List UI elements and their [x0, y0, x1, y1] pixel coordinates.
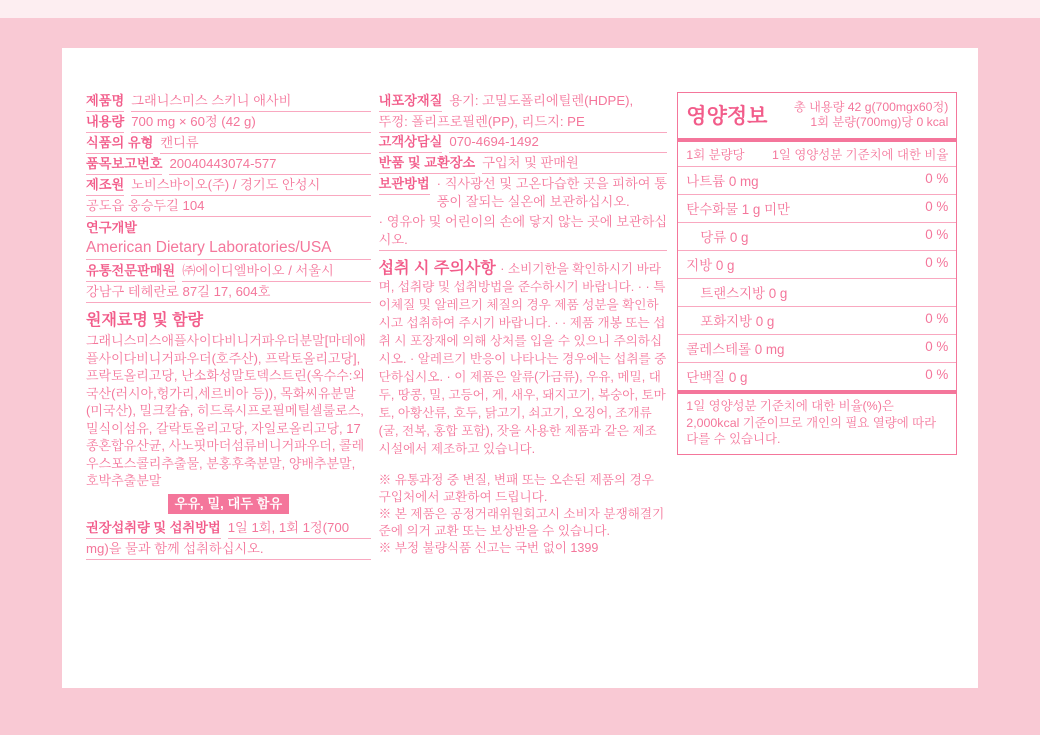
ingredients-label: 원재료명 및 함량 [86, 312, 204, 329]
distributor-value: ㈜에이디엘바이오 / 서울시 [182, 262, 370, 282]
storage-label: 보관방법 [379, 175, 430, 195]
nutrition-row-sodium [678, 167, 956, 195]
dosage-row [86, 519, 371, 539]
nutrition-row-saturated-fat [678, 307, 956, 335]
report-number-row [86, 155, 371, 175]
nutrient-percent: 0 % [925, 199, 949, 214]
nutrition-row-cholesterol [678, 335, 956, 363]
packaging-info-column [371, 92, 668, 652]
return-exchange-label: 반품 및 교환장소 [379, 154, 476, 174]
allergen-badge: 우유, 밀, 대두 함유 [168, 494, 290, 514]
nutrition-row-carbohydrate [678, 195, 956, 223]
storage-line2: · 영유아 및 어린이의 손에 닿지 않는 곳에 보관하십시오. [379, 213, 668, 251]
nutrient-name: 지방 0 g [686, 258, 735, 273]
distributor-row [86, 262, 371, 282]
food-type-value: 캔디류 [160, 134, 370, 154]
nutrient-name: 당류 0 g [700, 230, 749, 245]
nutrient-name: 나트륨 0 mg [686, 174, 759, 189]
product-name-value: 그래니스미스 스키니 애사비 [131, 92, 370, 112]
nutrition-title: 영양정보 [686, 105, 768, 128]
manufacturer-row [86, 176, 371, 196]
nutrient-percent: 0 % [925, 339, 949, 354]
manufacturer-label: 제조원 [86, 176, 124, 196]
label-columns [86, 92, 958, 652]
nutrition-header [678, 93, 956, 142]
ingredients-text: 그래니스미스애플사이다비니거파우더분말[마데애플사이다비니거파우더(호주산), 프락토올리고당], 프락토올리고당, 난소화성말토덱스트린(옥수수:외국산(러시아,헝가리,세르비아 등)), 목화씨유분말(미국산), 밀크칼슘, 히드록시프로필메틸셀룰로스, 밀식이섬유, 갈락토올리고당, 자일로올리고당, 17종혼합유산균, 사노핏마더섬류비니거파우더, 콜레우스포스콜리추출물, 분홍후축분말, 양배추분말, 호박추출분말 [86, 333, 366, 488]
caution-label: 섭취 시 주의사항 [378, 260, 496, 277]
nutrient-name: 콜레스테롤 0 mg [686, 342, 785, 357]
notes-block [379, 472, 668, 557]
nutrition-row-fat [678, 251, 956, 279]
return-exchange-value: 구입처 및 판매원 [482, 154, 667, 174]
nutrition-subheader-left: 1회 분량당 [686, 148, 745, 162]
food-type-row [86, 134, 371, 154]
food-type-label: 식품의 유형 [86, 134, 153, 154]
return-exchange-row [379, 154, 668, 174]
product-name-row [86, 92, 371, 112]
nutrient-name: 트랜스지방 0 g [700, 286, 788, 301]
caution-text: · 소비기한을 확인하시기 바라며, 섭취량 및 섭취방법을 준수하시기 바랍니다. · · 특이체질 및 알레르기 체질의 경우 제품 성분을 확인하시고 섭취하여 주시기 바랍니다. · · 제품 개봉 또는 섭취 시 포장재에 의해 상처를 입을 수 있으니 주의하십시오. · 알레르기 반응이 나타나는 경우에는 섭취를 중단하십시오. · 이 제품은 알류(가금류), 우유, 메밀, 대두, 땅콩, 밀, 고등어, 게, 새우, 돼지고기, 복숭아, 토마토, 아황산류, 호두, 닭고기, 쇠고기, 오징어, 조개류(굴, 전복, 홍합 포함), 잣을 사용한 제품과 같은 제조 시설에서 제조하고 있습니다. [378, 262, 667, 456]
nutrient-name: 단백질 0 g [686, 370, 748, 385]
nutrient-name: 탄수화물 1 g 미만 [686, 202, 790, 217]
nutrition-facts-panel [677, 92, 957, 455]
nutrition-row-trans-fat [678, 279, 956, 307]
storage-row [379, 175, 668, 212]
nutrient-name: 포화지방 0 g [700, 314, 775, 329]
report-number-label: 품목보고번호 [86, 155, 162, 175]
net-weight-label: 내용량 [86, 113, 124, 133]
nutrition-subheader-right: 1일 영양성분 기준치에 대한 비율 [772, 148, 949, 162]
customer-service-value: 070-4694-1492 [449, 133, 667, 153]
note-item-1: ※ 유통과정 중 변질, 변패 또는 오손된 제품의 경우 구입처에서 교환하여 드립니다. [378, 473, 654, 504]
manufacturer-address-line2: 공도읍 웅승두길 104 [86, 197, 371, 217]
storage-value: · 직사광선 및 고온다습한 곳을 피하여 통풍이 잘되는 실온에 보관하십시오. [436, 176, 667, 209]
nutrition-header-amounts [777, 100, 948, 130]
product-info-column [86, 92, 371, 652]
nutrition-column [667, 92, 958, 652]
net-weight-row [86, 113, 371, 133]
nutrition-footer-note: 1일 영양성분 기준치에 대한 비율(%)은 2,000kcal 기준이므로 개인의 필요 열량에 따라 다를 수 있습니다. [686, 399, 937, 446]
nutrient-percent: 0 % [925, 255, 949, 270]
nutrition-row-protein [678, 363, 956, 394]
packaging-material-line2: 뚜껑: 폴리프로필렌(PP), 리드지: PE [379, 113, 668, 133]
nutrient-percent: 0 % [925, 311, 949, 326]
distributor-label: 유통전문판매원 [86, 262, 175, 282]
dosage-value: 1일 1회, 1회 1정(700 [228, 519, 371, 539]
packaging-material-row [379, 92, 668, 112]
nutrient-percent: 0 % [925, 367, 949, 382]
customer-service-label: 고객상담실 [379, 133, 443, 153]
nutrition-total-amount: 총 내용량 42 g(700mgx60정) [793, 100, 949, 114]
nutrition-subheader [678, 142, 956, 167]
manufacturer-value: 노비스바이오(주) / 경기도 안성시 [131, 176, 370, 196]
product-name-label: 제품명 [86, 92, 124, 112]
nutrient-percent: 0 % [925, 227, 949, 242]
allergen-badge-wrap [86, 490, 371, 514]
packaging-material-label: 내포장재질 [379, 92, 443, 112]
customer-service-row [379, 133, 668, 153]
dosage-line2: mg)을 물과 함께 섭취하십시오. [86, 540, 371, 560]
dosage-label: 권장섭취량 및 섭취방법 [86, 519, 221, 539]
nutrition-row-sugars [678, 223, 956, 251]
nutrition-serving-kcal: 1회 분량(700mg)당 0 kcal [810, 115, 949, 129]
note-item-3: ※ 부정 불량식품 신고는 국번 없이 1399 [378, 541, 599, 555]
nutrient-percent: 0 % [925, 171, 949, 186]
note-item-2: ※ 본 제품은 공정거래위원회고시 소비자 분쟁해결기준에 의거 교환 또는 보상받을 수 있습니다. [378, 507, 665, 538]
packaging-material-value: 용기: 고밀도폴리에틸렌(HDPE), [449, 93, 634, 108]
report-number-value: 20040443074-577 [169, 155, 370, 175]
rnd-label: 연구개발 [86, 220, 137, 235]
net-weight-value: 700 mg × 60정 (42 g) [131, 113, 370, 133]
distributor-address-line2: 강남구 테헤란로 87길 17, 604호 [86, 283, 371, 303]
rnd-value: American Dietary Laboratories/USA [86, 238, 371, 260]
